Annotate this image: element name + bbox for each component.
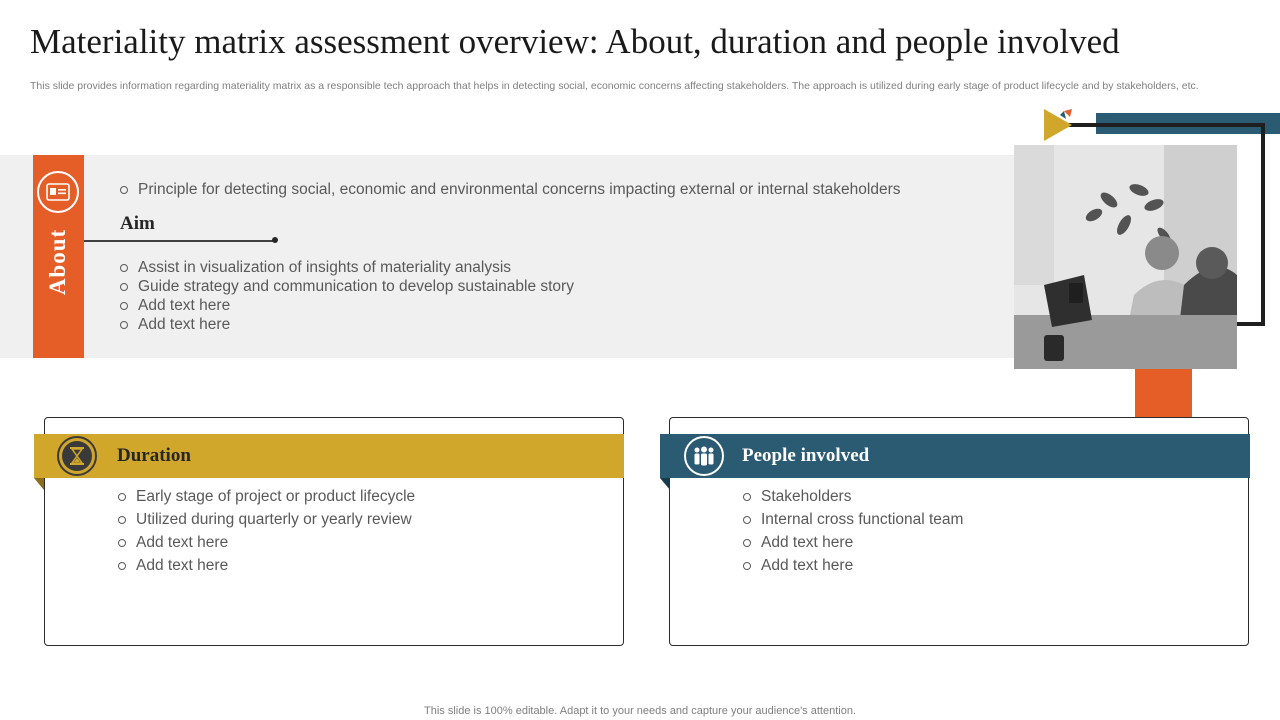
duration-item: Add text here <box>136 533 229 551</box>
duration-title: Duration <box>117 445 191 466</box>
duration-item: Early stage of project or product lifecycle <box>136 487 416 505</box>
aim-item: Guide strategy and communication to develop sustainable story <box>138 277 574 295</box>
logo-triangle-icon <box>1042 107 1076 143</box>
list-item <box>743 485 963 508</box>
people-list <box>743 485 963 577</box>
list-item <box>743 508 963 531</box>
id-card-icon <box>37 171 79 213</box>
people-item: Stakeholders <box>761 487 852 505</box>
people-title: People involved <box>742 445 870 466</box>
duration-item: Utilized during quarterly or yearly review <box>136 510 412 528</box>
bullet-circle-icon <box>120 264 128 272</box>
bullet-circle-icon <box>743 562 751 570</box>
ribbon-fold <box>660 478 670 490</box>
aim-item: Add text here <box>138 315 231 333</box>
principle-list <box>120 180 900 199</box>
bullet-circle-icon <box>120 283 128 291</box>
bullet-circle-icon <box>120 321 128 329</box>
group-icon <box>684 436 724 476</box>
footer-note: This slide is 100% editable. Adapt it to your needs and capture your audience's attention. <box>424 705 856 717</box>
aim-divider <box>84 240 274 242</box>
decorative-block <box>1135 369 1192 417</box>
principle-text: Principle for detecting social, economic and environmental concerns impacting external or internal stakeholders <box>138 180 901 198</box>
bullet-circle-icon <box>118 516 126 524</box>
list-item <box>118 508 415 531</box>
bullet-circle-icon <box>743 493 751 501</box>
aim-divider-dot <box>272 237 278 243</box>
list-item <box>120 315 574 334</box>
duration-header <box>34 434 624 478</box>
aim-item: Add text here <box>138 296 231 314</box>
bullet-circle-icon <box>120 186 128 194</box>
list-item <box>118 554 415 577</box>
list-item <box>118 485 415 508</box>
bullet-circle-icon <box>118 493 126 501</box>
bullet-circle-icon <box>118 539 126 547</box>
people-item: Internal cross functional team <box>761 510 964 528</box>
about-label: About <box>45 228 70 296</box>
duration-item: Add text here <box>136 556 229 574</box>
bullet-circle-icon <box>120 302 128 310</box>
bullet-circle-icon <box>743 539 751 547</box>
people-header <box>660 434 1250 478</box>
list-item <box>118 531 415 554</box>
list-item <box>743 554 963 577</box>
bullet-circle-icon <box>118 562 126 570</box>
slide-title: Materiality matrix assessment overview: About, duration and people involved <box>30 22 1120 61</box>
list-item <box>120 296 574 315</box>
office-photo <box>1014 145 1237 369</box>
aim-heading: Aim <box>120 213 155 234</box>
list-item <box>120 277 574 296</box>
ribbon-fold <box>34 478 44 490</box>
aim-item: Assist in visualization of insights of materiality analysis <box>138 258 512 276</box>
slide-subtitle: This slide provides information regarding materiality matrix as a responsible tech approach that helps in detecting social, economic concerns affecting stakeholders. The approach is utilized during early stage of product lifecycle and by stakeholders, etc. <box>30 80 1199 92</box>
people-item: Add text here <box>761 533 854 551</box>
hourglass-icon <box>57 436 97 476</box>
bullet-circle-icon <box>743 516 751 524</box>
people-item: Add text here <box>761 556 854 574</box>
list-item <box>743 531 963 554</box>
list-item <box>120 180 900 199</box>
list-item <box>120 258 574 277</box>
aim-list <box>120 258 574 334</box>
duration-list <box>118 485 415 577</box>
